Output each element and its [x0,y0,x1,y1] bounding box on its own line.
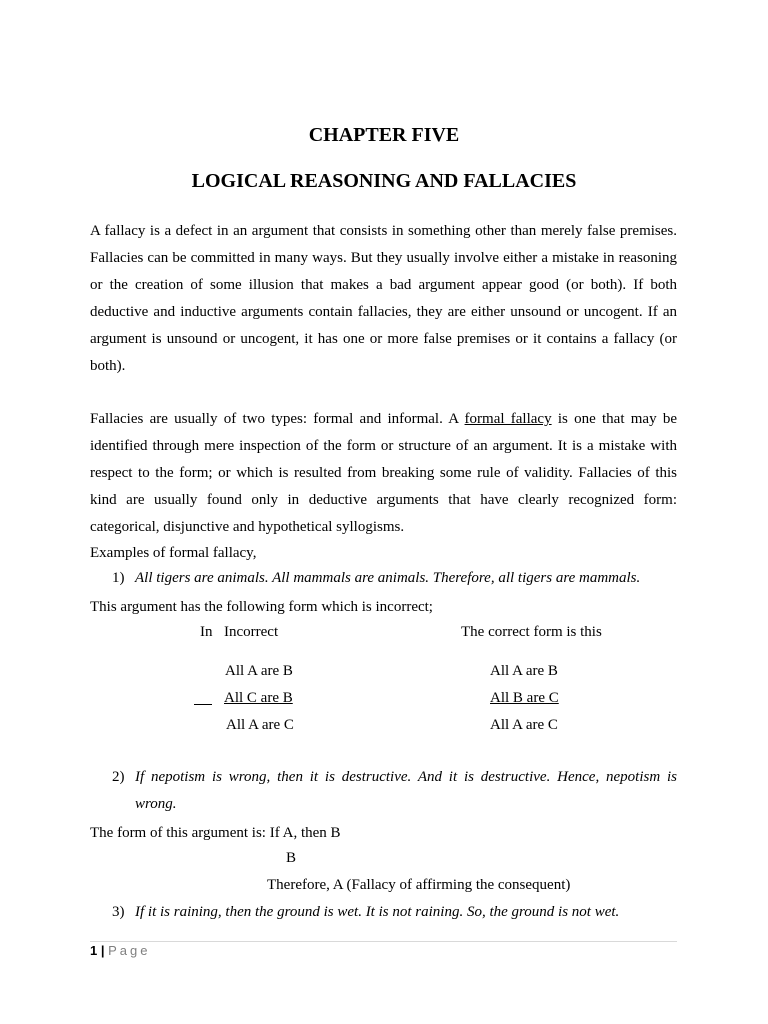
examples-heading: Examples of formal fallacy, [90,545,257,561]
example-2-form-premise: B [286,850,297,866]
formal-fallacy-term: formal fallacy [464,411,552,427]
correct-header: The correct form is this [461,624,602,640]
example-1-text: All tigers are animals. All mammals are animals. Therefore, all tigers are mammals. [135,570,641,586]
example-2-line-1: If nepotism is wrong, then it is destructive. And it is destructive. Hence, nepotism is [135,769,677,785]
incorrect-conclusion: All A are C [226,717,294,733]
example-1-followup: This argument has the following form which is incorrect; [90,599,433,615]
example-2-line-2: wrong. [135,796,177,812]
paragraph-formal-fallacy [90,406,677,541]
example-2-form-intro: The form of this argument is: If A, then B [90,825,341,841]
incorrect-premise-2: All C are B [224,690,293,706]
para2-after: is one that may be identified through mere inspection of the form or structure of an argument. It is a mistake with respect to the form; or which is resulted from breaking some rule of validity. Fallacies of this kind are usually found only in deductive arguments that have clearly recognized form: categorical, disjunctive and hypothetical syllogisms. [90,411,678,535]
example-3-number: 3) [112,904,125,920]
incorrect-header: Incorrect [224,624,279,640]
incorrect-line-marker [194,704,212,705]
page-footer [90,943,151,958]
page-label: Page [108,943,151,958]
example-2-number: 2) [112,769,125,785]
correct-conclusion: All A are C [490,717,558,733]
incorrect-prefix: In [200,624,213,640]
page-number: 1 [90,943,98,958]
para2-before: Fallacies are usually of two types: formal and informal. A [90,411,465,427]
example-3-text: If it is raining, then the ground is wet. It is not raining. So, the ground is not wet. [135,904,620,920]
example-1-number: 1) [112,570,125,586]
chapter-title: LOGICAL REASONING AND FALLACIES [191,170,577,192]
example-2-form-conclusion: Therefore, A (Fallacy of affirming the consequent) [267,877,571,893]
correct-premise-1: All A are B [490,663,558,679]
incorrect-premise-1: All A are B [225,663,293,679]
chapter-number: CHAPTER FIVE [308,124,460,146]
paragraph-fallacy-definition: A fallacy is a defect in an argument that consists in something other than merely false premises. Fallacies can be committed in many ways. But they usually involve either a mistake in reasoning or the creation of some illusion that makes a bad argument appear good (or both). If both deductive and inductive arguments contain fallacies, they are either unsound or uncogent. If an argument is unsound or uncogent, it has one or more false premises or it contains a fallacy (or both). [90,223,677,374]
footer-divider [90,941,677,942]
footer-separator: | [100,943,105,958]
correct-premise-2: All B are C [490,690,559,706]
